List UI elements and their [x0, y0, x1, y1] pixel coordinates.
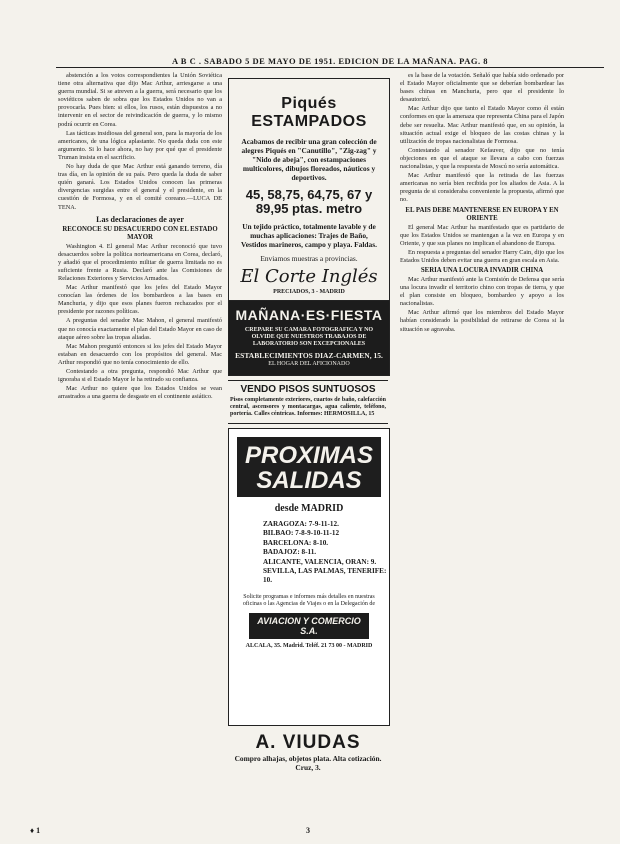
- article-paragraph: En respuesta a preguntas del senador Harry Cain, dijo que los Estados Unidos deben evitar una guerra en gran escala en Asia.: [400, 248, 564, 264]
- article-paragraph: Mac Mahon preguntó entonces si los jefes del Estado Mayor estaban en desacuerdo con los propósitos del general. Mac Arthur respondió que no tenía conocimiento de ello.: [58, 342, 222, 366]
- ad-aviacion: [228, 428, 390, 726]
- ad-aviacion-title1: PROXIMAS: [244, 442, 373, 469]
- ad-piques-body: Acabamos de recibir una gran colección de alegres Piqués en "Canutillo", "Zig-zag" y "Nido de abeja", con estampaciones multicolores, dibujos floreados, náuticos y deportivos.: [241, 137, 377, 182]
- article-paragraph: Mac Arthur afirmó que los miembros del Estado Mayor habían considerado la posibilidad de retirarse de Corea si la situación se agravaba.: [400, 309, 564, 333]
- ad-piques-body3: Enviamos muestras a provincias.: [260, 254, 358, 263]
- el-corte-ingles-logo: El Corte Inglés: [240, 266, 378, 287]
- left-column: [58, 72, 222, 832]
- article-paragraph: Contestando al senador Kefauver, dijo que no tenía objeciones en que el ataque se llevara a cabo con fuerzas nacionalistas, y que la respuesta de Moscú no sería automática.: [400, 146, 564, 171]
- ad-aviacion-from: desde MADRID: [274, 503, 344, 514]
- section-heading: Las declaraciones de ayer: [96, 214, 184, 224]
- section-subheading: RECONOCE SU DESACUERDO CON EL ESTADO MAYOR: [62, 225, 218, 241]
- article-paragraph: A preguntas del senador Mac Mahon, el general manifestó que no conocía exactamente el plan del Estado Mayor en caso de ataque aéreo sobre las tropas aliadas.: [58, 317, 222, 341]
- ad-manana-title: MAÑANA·ES·FIESTA: [235, 307, 383, 323]
- ad-aviacion-routes: [229, 520, 389, 586]
- article-paragraph: Mac Arthur manifestó que la retirada de las fuerzas americanas no sería bien recibida por los aliados de Asia. A la pregunta de si consideraba conveniente la propuesta, afirmó que no.: [400, 172, 564, 204]
- ad-pisos: [228, 380, 388, 424]
- ad-manana-line3: EL HOGAR DEL AFICIONADO: [268, 361, 350, 367]
- ad-aviacion-banner: [237, 437, 381, 497]
- ad-piques-address: PRECIADOS, 3 - MADRID: [273, 289, 345, 295]
- route-item: ZARAGOZA: 7-9-11-12.: [263, 520, 339, 528]
- ad-aviacion-title2: SALIDAS: [256, 467, 362, 494]
- section-subheading: EL PAIS DEBE MANTENERSE EN EUROPA Y EN ORIENTE: [405, 206, 559, 222]
- article-paragraph: Mac Arthur manifestó que los jefes del Estado Mayor conocían las órdenes de los bombardeos a las bases en Manchuria, y dijo que esos planes fueron rechazados por el presidente por razones políticas.: [58, 284, 222, 316]
- article-paragraph: Mac Arthur manifestó ante la Comisión de Defensa que sería una locura invadir el territorio chino con tropas de tierra, y que el plan consiste en bloqueo, bombardeo y apoyo a los nacionalistas.: [400, 275, 564, 308]
- article-paragraph: El general Mac Arthur ha manifestado que es partidario de que los Estados Unidos se mantengan a la vez en Europa y en Oriente, y que sus planes no implican el abandono de Europa.: [400, 223, 564, 247]
- article-paragraph: Washington 4. El general Mac Arthur reconoció que tuvo desacuerdos sobre la política norteamericana en Corea, declaró, y añadió que el procedimiento militar de guerra limitada no es suficiente frente a Rusia. Declaró ante las Comisiones de Relaciones Exteriores y Servicios Armados.: [58, 242, 222, 282]
- ad-aviacion-address: ALCALA, 35. Madrid. Teléf. 21 73 00 - MADRID: [245, 642, 373, 649]
- ad-manana-line2: ESTABLECIMIENTOS DIAZ-CARMEN, 15.: [235, 351, 383, 360]
- ad-pisos-title: VENDO PISOS SUNTUOSOS: [240, 384, 376, 395]
- folio-left: ♦ 1: [30, 826, 41, 835]
- section-subheading: SERIA UNA LOCURA INVADIR CHINA: [420, 266, 544, 274]
- ad-piques: [228, 78, 390, 302]
- ad-manana: [228, 300, 390, 376]
- folio-center: 3: [306, 826, 310, 835]
- route-item: BILBAO: 7-8-9-10-11-12: [263, 529, 340, 538]
- ad-aviacion-note: Solicite programas e informes más detalles en nuestras oficinas o las Agencias de Viajes o en la Delegación de: [242, 593, 376, 607]
- article-paragraph: Contestando a otra pregunta, respondió Mac Arthur que ignoraba si el Estado Mayor le ha retirado su confianza.: [58, 368, 222, 384]
- article-paragraph: No hay duda de que Mac Arthur está ganando terreno, día tras día, en la opinión de su país. Pero queda la duda de saber quién ganará. Los Estados Unidos conocen las primeras divergencias surgidas entre el general y el presidente, en la cuestión de Formosa, y en el comité coreano.—LUCA DE TENA.: [58, 163, 222, 211]
- header-rule: [56, 67, 604, 68]
- route-item: ALICANTE, VALENCIA, ORAN: 9.: [263, 557, 377, 566]
- ad-piques-title: Piqués ESTAMPADOS: [251, 95, 367, 130]
- ad-viudas: [228, 732, 388, 780]
- ad-manana-line1: CREPARE SU CAMARA FOTOGRAFICA Y NO OLVIDE QUE NUESTROS TRABAJOS DE LABORATORIO SON EXCEPCIONALES: [244, 327, 374, 347]
- article-paragraph: abstención a los votos correspondientes la Unión Soviética tiene otra alternativa que dijo Mac Arthur, arriesgarse a una guerra mundial. Si se atreven a la guerra, será necesario que los soviéticos saben de sobra que los Estados Unidos no van a provocarla. Pues bien: si ellos, los rusos, están dispuestos a no intervenir en el sector de reivindicación de guerra, y lo mismo podrá ocurrir en Corea.: [58, 72, 222, 128]
- article-paragraph: Mac Arthur dijo que tanto el Estado Mayor como él están conformes en que la amenaza que representa China para el Japón debe ser resuelta. Mac Arthur manifestó que, en su opinión, la situación actual exige el bloqueo de las costas chinas y la utilización de tropas nacionalistas de Formosa.: [400, 105, 564, 145]
- route-item: BARCELONA: 8-10.: [263, 538, 329, 547]
- ad-viudas-title: A. VIUDAS: [255, 732, 361, 753]
- ad-aviacion-brand: AVIACION Y COMERCIO S.A.: [249, 613, 369, 639]
- article-paragraph: Las tácticas insidiosas del general son, para la mayoría de los americanos, de una lógica aplastante. No queda duda con este argumento. Si lo hace ahora, no hay por qué que el presidente Truman insista en el sacrificio.: [58, 129, 222, 161]
- ad-viudas-body: Compro alhajas, objetos plata. Alta cotización. Cruz, 3.: [234, 754, 382, 772]
- article-paragraph: es la base de la votación. Señaló que había sido ordenado por el Estado Mayor oficialmente que se deberían bombardear las bases chinas en Manchuria, pero que el presidente lo desautorizó.: [400, 72, 564, 104]
- article-paragraph: Mac Arthur no quiere que los Estados Unidos se vean arrastrados a una guerra de desgaste en el continente asiático.: [58, 385, 222, 401]
- route-item: SEVILLA, LAS PALMAS, TENERIFE: 10.: [263, 567, 387, 585]
- route-item: BADAJOZ: 8-11.: [263, 548, 317, 557]
- ad-piques-prices: 45, 58,75, 64,75, 67 y 89,95 ptas. metro: [245, 187, 373, 216]
- right-column: [400, 72, 564, 832]
- ad-piques-body2: Un tejido práctico, totalmente lavable y de muchas aplicaciones: Trajes de Baño, Vestidos marineros, campo y playa. Faldas.: [241, 222, 377, 249]
- ad-pisos-body: Pisos completamente exteriores, cuartos de baño, calefacción central, ascensores y montacargas, agua caliente, teléfono, portería. Calles céntricas. Informes: HERMOSILLA, 15: [230, 397, 386, 417]
- page-header: A B C . SABADO 5 DE MAYO DE 1951. EDICION DE LA MAÑANA. PAG. 8: [171, 56, 488, 66]
